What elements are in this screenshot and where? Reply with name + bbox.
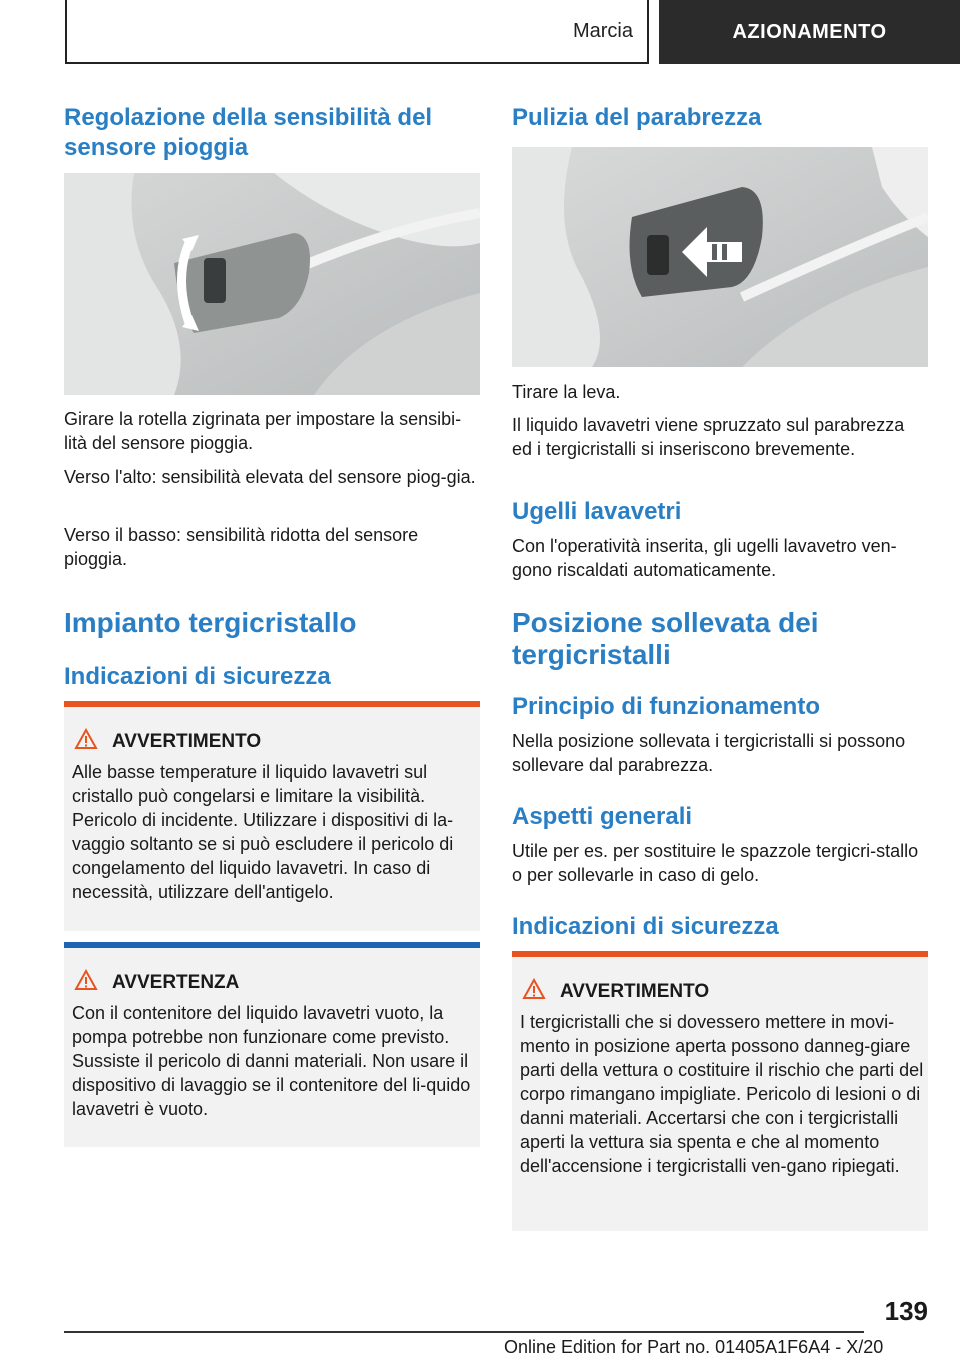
paragraph-clean-1: Tirare la leva. [512,382,621,402]
notice-box-1 [64,942,480,1147]
heading-principle: Principio di funzionamento [512,693,820,720]
warning-bar [64,701,480,707]
heading-rain-sensor: Regolazione della sensibilità del sensore pioggia [64,104,433,161]
warning-text-2: I tergicristalli che si dovessero mettere in movi-mento in posizione aperta possono danneg-giare parti della vettura o costituire il rischio che parti del corpo rimangano impigliate. Pericolo di lesioni o di danni materiali. Accertarsi che con i tergicristalli aperti la vettura sia spenta e che al momento dell'accensione i tergicristalli ven-gano ripiegati. [520,1012,924,1176]
rain-sensor-image [64,173,480,395]
notice-title-1: AVVERTENZA [112,972,240,993]
header-chapter-tab [659,0,960,64]
paragraph-nozzles: Con l'operatività inserita, gli ugelli lavavetro ven-gono riscaldati automaticamente. [512,536,897,580]
footer-divider [64,1331,864,1333]
paragraph-principle: Nella posizione sollevata i tergicristalli si possono sollevare dal parabrezza. [512,731,906,775]
footer-edition: Online Edition for Part no. 01405A1F6A4 - X/20 [504,1337,884,1357]
page-number: 139 [884,1296,928,1326]
warning-title-2: AVVERTIMENTO [560,981,710,1002]
notice-bar [64,942,480,948]
warning-box-1 [64,701,480,931]
heading-raised-position: Posizione sollevata dei tergicristalli [512,607,819,670]
header-section-tab [65,0,649,64]
notice-text-1: Con il contenitore del liquido lavavetri vuoto, la pompa potrebbe non funzionare come previsto. Sussiste il pericolo di danni materiali. Non usare il dispositivo di lavaggio se il contenitore del li-quido lavavetri è vuoto. [72,1003,471,1119]
paragraph-general: Utile per es. per sostituire le spazzole tergicri-stallo o per sollevarle in caso di gelo. [512,841,919,885]
heading-windscreen-cleaning: Pulizia del parabrezza [512,104,762,131]
paragraph-clean-2: Il liquido lavavetri viene spruzzato sul parabrezza ed i tergicristalli si inseriscono brevemente. [512,415,905,459]
header-chapter-label: AZIONAMENTO [732,20,887,43]
wiper-lever-image [512,147,928,367]
warning-title-1: AVVERTIMENTO [112,731,262,752]
heading-general: Aspetti generali [512,803,693,830]
warning-triangle-icon [74,969,98,991]
paragraph-sensor-1: Girare la rotella zigrinata per impostare la sensibi-lità del sensore pioggia. [64,409,462,453]
heading-safety-right: Indicazioni di sicurezza [512,913,779,940]
heading-washer-nozzles: Ugelli lavavetri [512,498,682,525]
warning-bar [512,951,928,957]
paragraph-sensor-2: Verso l'alto: sensibilità elevata del sensore piog-gia. [64,467,476,487]
warning-box-2 [512,951,928,1231]
heading-wiper-system: Impianto tergicristallo [64,607,357,638]
warning-text-1: Alle basse temperature il liquido lavavetri sul cristallo può congelarsi e limitare la visibilità. Pericolo di incidente. Utilizzare i dispositivi di la-vaggio soltanto se si può escludere il pericolo di congelamento del liquido lavavetri. In caso di necessità, utilizzare dell'antigelo. [72,762,454,902]
heading-safety-left: Indicazioni di sicurezza [64,663,331,690]
warning-triangle-icon [74,728,98,750]
warning-triangle-icon [522,978,546,1000]
header-section-label: Marcia [572,19,633,42]
paragraph-sensor-3: Verso il basso: sensibilità ridotta del sensore pioggia. [64,525,419,569]
